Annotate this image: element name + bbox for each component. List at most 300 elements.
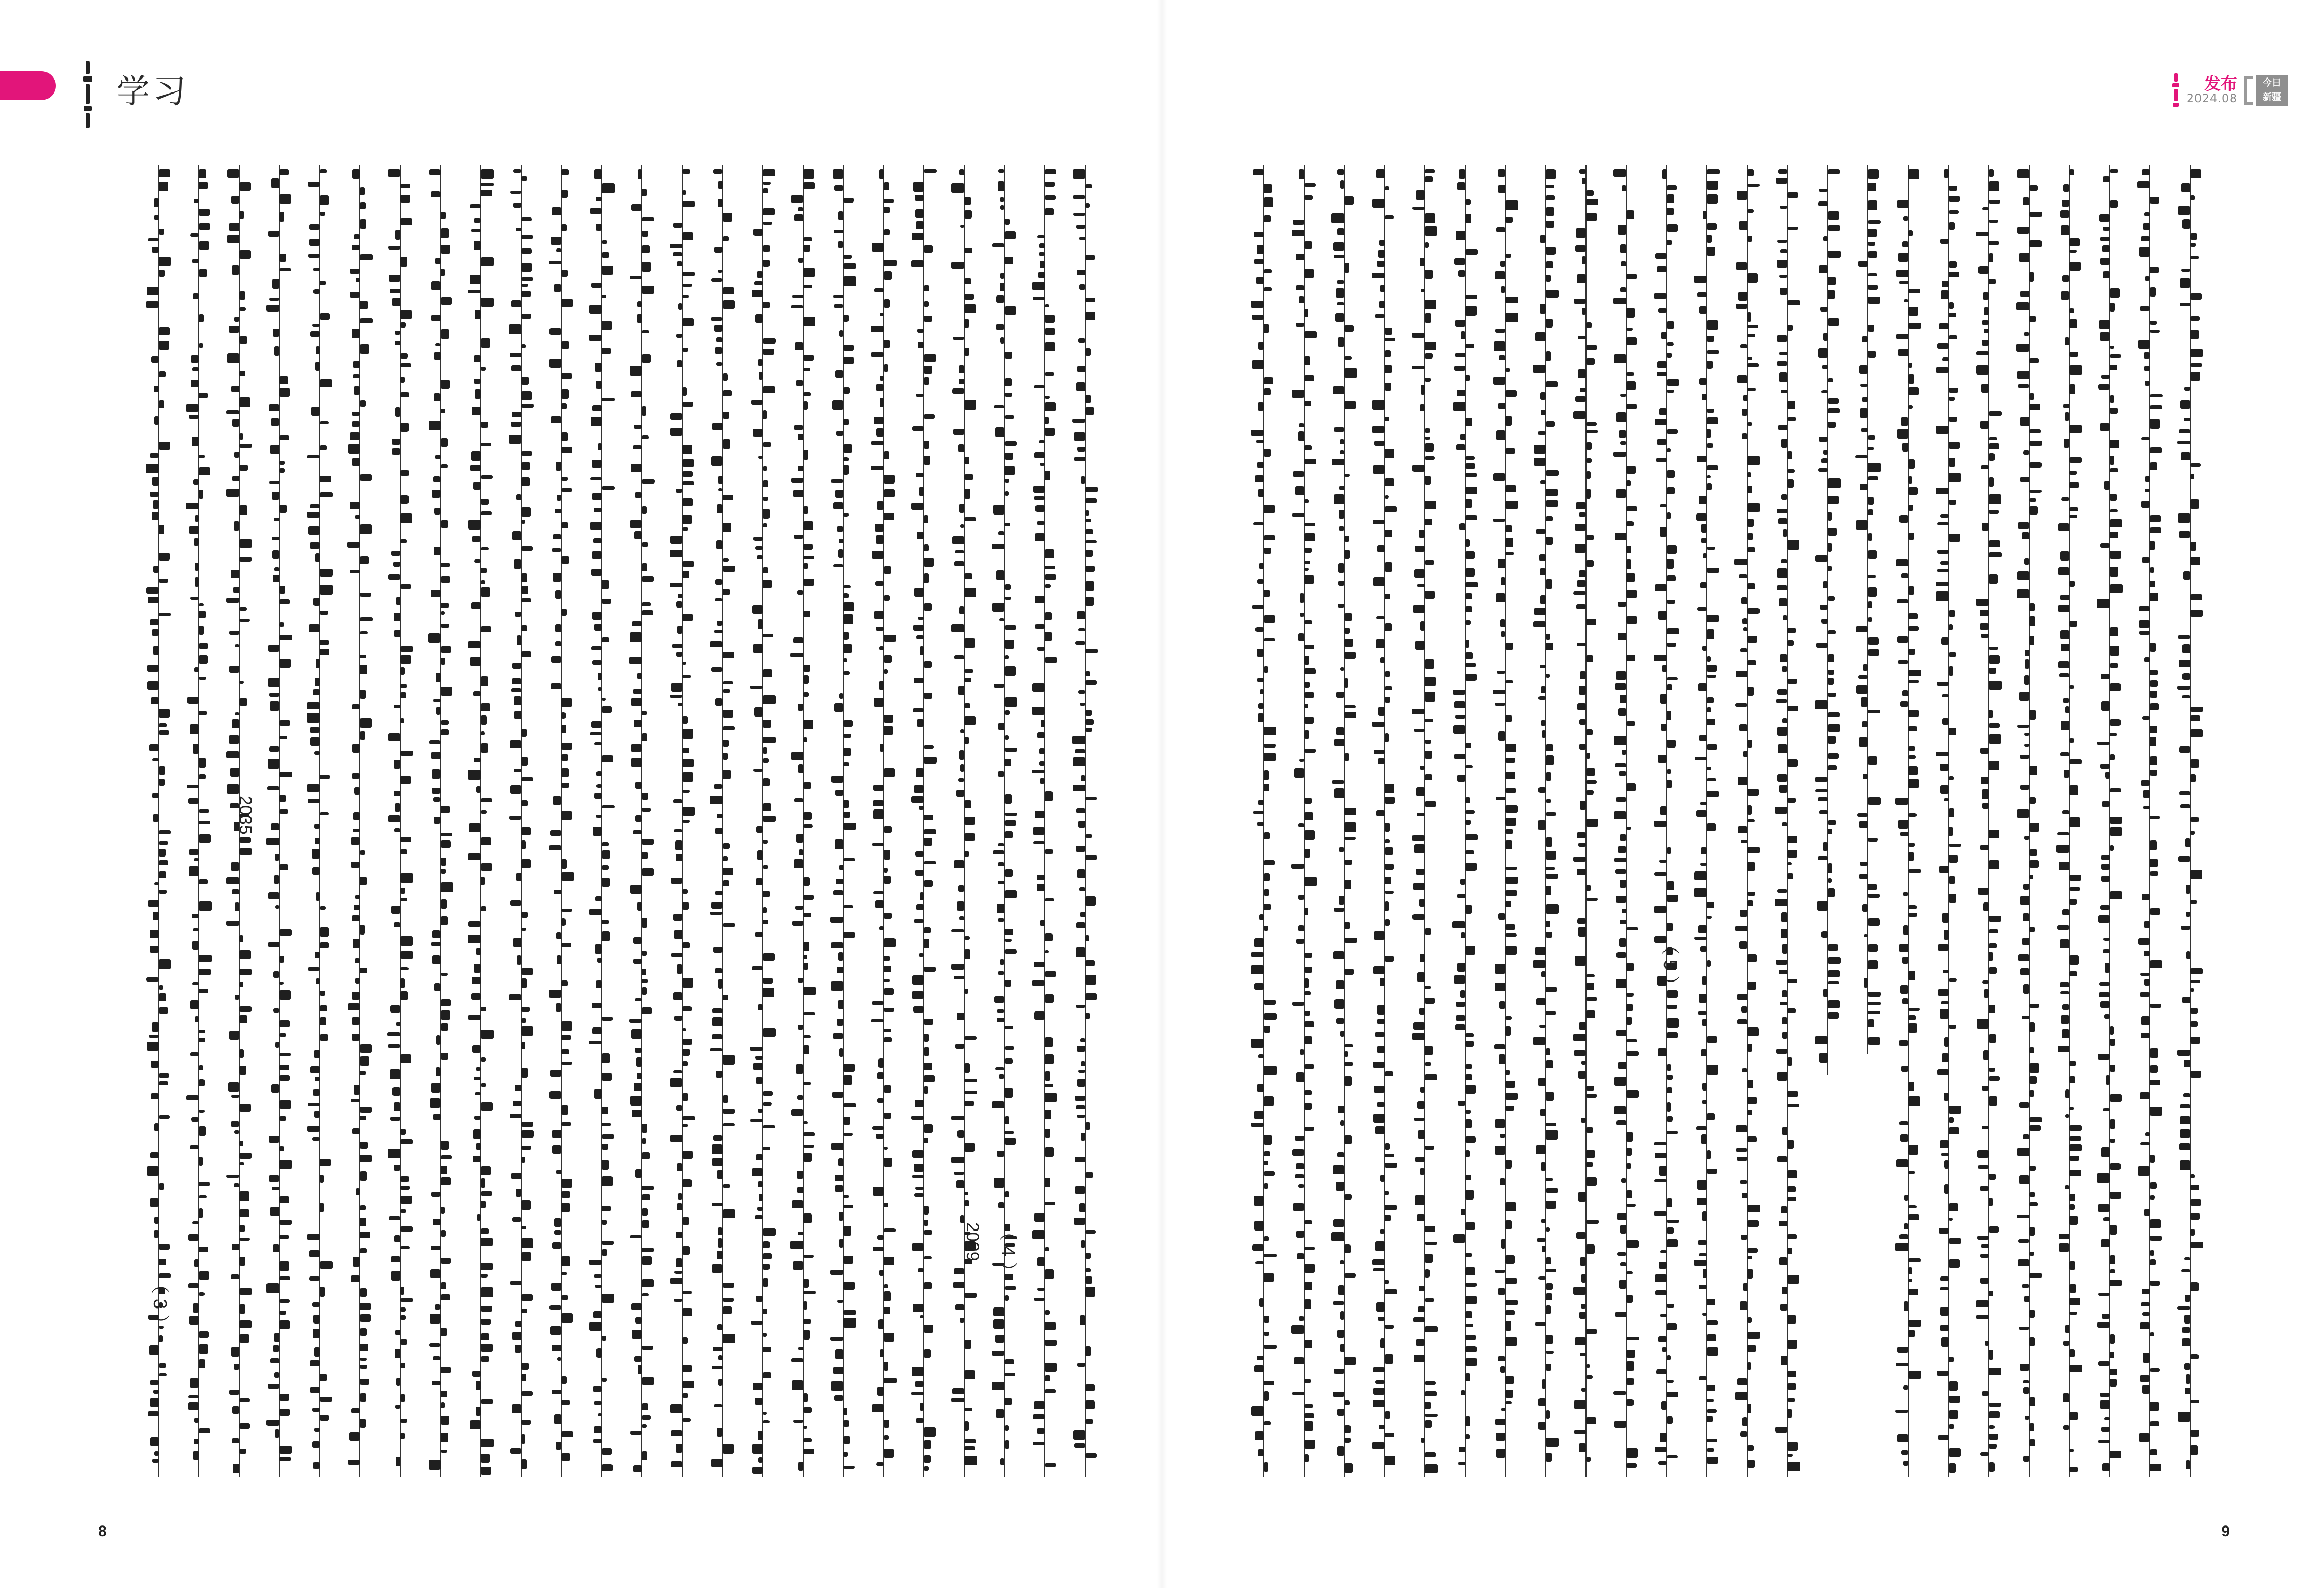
script-glyph: [1908, 586, 1914, 595]
script-glyph: [320, 906, 326, 910]
script-glyph: [554, 890, 561, 894]
script-glyph: [682, 498, 693, 506]
script-glyph: [1081, 1240, 1085, 1248]
script-glyph: [2069, 887, 2080, 891]
script-glyph: [2190, 1021, 2198, 1027]
script-glyph: [1546, 1283, 1553, 1290]
script-glyph: [194, 1439, 199, 1444]
script-glyph: [1868, 251, 1877, 258]
column-stem: [1948, 165, 1949, 1477]
script-glyph: [1667, 390, 1674, 393]
script-glyph: [441, 1258, 451, 1264]
script-glyph: [557, 955, 561, 964]
script-glyph: [1576, 1232, 1586, 1239]
script-glyph: [763, 1420, 770, 1423]
script-glyph: [1908, 1205, 1917, 1208]
script-glyph: [473, 1156, 481, 1162]
script-glyph: [1787, 1409, 1792, 1418]
script-glyph: [194, 667, 199, 672]
script-glyph: [798, 434, 803, 440]
script-glyph: [320, 492, 333, 497]
script-glyph: [633, 830, 642, 834]
script-glyph: [677, 261, 682, 266]
script-glyph: [1344, 652, 1356, 659]
script-glyph: [682, 614, 693, 621]
script-glyph: [470, 657, 481, 666]
script-glyph: [1465, 663, 1476, 667]
script-glyph: [1085, 855, 1097, 860]
script-glyph: [960, 764, 964, 772]
script-glyph: [199, 1344, 208, 1354]
script-glyph: [1747, 1332, 1760, 1339]
script-glyph: [1465, 863, 1477, 871]
script-glyph: [266, 1420, 279, 1426]
script-glyph: [1586, 471, 1591, 479]
script-glyph: [1251, 965, 1264, 974]
script-glyph: [1004, 759, 1011, 766]
script-glyph: [151, 1061, 159, 1068]
script-glyph: [1338, 563, 1344, 573]
script-glyph: [2180, 303, 2190, 306]
script-glyph: [188, 1283, 199, 1288]
script-glyph: [763, 1309, 767, 1314]
script-glyph: [1085, 540, 1097, 543]
script-glyph: [1828, 496, 1839, 504]
script-glyph: [638, 1365, 642, 1374]
script-glyph: [1707, 665, 1717, 672]
script-glyph: [1465, 1110, 1471, 1114]
script-glyph: [1344, 1076, 1352, 1086]
script-glyph: [1578, 927, 1586, 937]
script-glyph: [1908, 710, 1919, 717]
script-glyph: [1614, 736, 1626, 745]
script-glyph: [555, 641, 561, 646]
script-glyph: [149, 744, 159, 751]
script-glyph: [512, 531, 521, 540]
script-glyph: [964, 197, 971, 205]
script-glyph: [1908, 374, 1914, 384]
script-glyph: [151, 697, 159, 704]
script-glyph: [234, 452, 239, 458]
script-glyph: [2150, 541, 2155, 550]
script-glyph: [1654, 1179, 1667, 1182]
script-glyph: [1707, 707, 1711, 712]
script-glyph: [2100, 237, 2110, 241]
script-glyph: [1004, 393, 1012, 397]
script-glyph: [1940, 1325, 1949, 1331]
script-glyph: [356, 1188, 360, 1195]
script-glyph: [1254, 983, 1264, 990]
script-glyph: [1936, 367, 1949, 373]
script-glyph: [159, 182, 168, 191]
script-glyph: [803, 1319, 811, 1324]
script-glyph: [1004, 441, 1017, 446]
script-glyph: [1546, 207, 1554, 216]
script-glyph: [959, 365, 964, 373]
script-glyph: [1075, 641, 1085, 645]
script-glyph: [400, 310, 412, 319]
script-glyph: [671, 683, 682, 692]
script-glyph: [1385, 891, 1394, 894]
script-glyph: [1989, 279, 1996, 284]
script-glyph: [631, 1303, 642, 1310]
script-glyph: [884, 635, 896, 642]
script-glyph: [924, 377, 929, 385]
script-glyph: [477, 1214, 481, 1221]
script-glyph: [631, 204, 642, 211]
script-glyph: [561, 1313, 573, 1323]
script-glyph: [159, 400, 164, 408]
script-glyph: [1868, 797, 1881, 805]
script-glyph: [843, 720, 853, 727]
script-glyph: [1546, 516, 1553, 521]
script-glyph: [320, 1261, 333, 1269]
script-glyph: [710, 1048, 723, 1051]
script-glyph: [803, 987, 816, 995]
script-glyph: [716, 540, 723, 549]
script-glyph: [2179, 1143, 2190, 1150]
script-glyph: [1582, 256, 1586, 264]
script-glyph: [1304, 568, 1309, 571]
script-glyph: [839, 1212, 843, 1221]
script-glyph: [521, 729, 527, 737]
script-glyph: [1385, 365, 1392, 373]
mongolian-text-column: [944, 165, 984, 1488]
script-glyph: [510, 191, 521, 194]
script-glyph: [1298, 823, 1304, 827]
mongolian-text-column: [1566, 165, 1606, 1488]
script-glyph: [231, 1274, 239, 1279]
script-glyph: [1344, 938, 1357, 943]
script-glyph: [1868, 587, 1877, 597]
script-glyph: [1782, 944, 1787, 954]
script-glyph: [1415, 1195, 1425, 1205]
script-glyph: [226, 751, 239, 758]
script-glyph: [1667, 353, 1672, 358]
script-glyph: [199, 1126, 206, 1136]
script-glyph: [1940, 1287, 1949, 1290]
script-glyph: [1264, 388, 1271, 395]
script-glyph: [199, 879, 208, 884]
script-glyph: [964, 1439, 976, 1443]
script-glyph: [481, 1191, 492, 1196]
script-glyph: [2024, 744, 2029, 747]
script-glyph: [314, 824, 320, 829]
script-glyph: [924, 1349, 931, 1358]
script-glyph: [803, 824, 813, 828]
script-glyph: [1707, 443, 1713, 448]
script-glyph: [712, 1008, 723, 1013]
script-glyph: [1618, 602, 1626, 607]
script-glyph: [2017, 169, 2029, 178]
script-glyph: [1742, 409, 1747, 416]
script-glyph: [755, 932, 763, 937]
script-glyph: [992, 1382, 1004, 1390]
script-glyph: [553, 573, 561, 582]
script-glyph: [1976, 599, 1989, 606]
script-glyph: [191, 380, 199, 387]
script-glyph: [1735, 1392, 1747, 1400]
script-glyph: [1980, 610, 1989, 616]
mongolian-text-column: [2049, 165, 2090, 1488]
script-glyph: [1667, 1198, 1672, 1207]
script-glyph: [1344, 837, 1356, 840]
script-glyph: [1264, 727, 1276, 735]
script-glyph: [320, 991, 325, 996]
script-glyph: [1738, 292, 1747, 301]
script-glyph: [1899, 1234, 1908, 1239]
script-glyph: [2103, 949, 2110, 953]
script-glyph: [1615, 763, 1626, 767]
script-glyph: [1085, 710, 1092, 716]
script-glyph: [1412, 465, 1425, 472]
script-glyph: [713, 1347, 723, 1351]
script-glyph: [1658, 1461, 1667, 1465]
script-glyph: [1253, 169, 1264, 175]
script-glyph: [1385, 697, 1390, 703]
script-glyph: [595, 944, 602, 954]
script-glyph: [472, 1045, 481, 1053]
script-glyph: [441, 1207, 445, 1214]
script-glyph: [642, 839, 654, 845]
script-glyph: [1662, 1347, 1667, 1352]
script-glyph: [269, 1175, 279, 1182]
script-glyph: [1779, 970, 1787, 974]
script-glyph: [1425, 751, 1432, 759]
mongolian-text-column: [582, 165, 622, 1488]
script-glyph: [511, 1173, 521, 1179]
script-glyph: [551, 656, 561, 663]
script-glyph: [1828, 820, 1836, 825]
script-glyph: [592, 460, 602, 468]
script-glyph: [1989, 1411, 2000, 1418]
script-glyph: [843, 823, 856, 830]
script-glyph: [723, 1209, 735, 1218]
script-glyph: [1546, 1227, 1550, 1232]
script-glyph: [884, 364, 888, 372]
script-glyph: [763, 182, 771, 185]
script-glyph: [561, 1272, 567, 1275]
script-glyph: [199, 343, 203, 348]
script-glyph: [1741, 597, 1747, 604]
script-glyph: [432, 930, 441, 938]
script-glyph: [924, 1455, 931, 1463]
script-glyph: [2029, 1337, 2035, 1346]
script-glyph: [1465, 199, 1471, 205]
script-glyph: [481, 298, 494, 307]
script-glyph: [2110, 1369, 2117, 1375]
script-glyph: [1699, 378, 1707, 385]
script-glyph: [1425, 428, 1430, 433]
script-glyph: [1304, 195, 1313, 200]
script-glyph: [754, 281, 763, 285]
script-glyph: [2069, 1467, 2078, 1472]
script-glyph: [1339, 847, 1344, 852]
script-glyph: [1004, 890, 1017, 898]
script-glyph: [481, 338, 490, 348]
script-glyph: [1978, 1165, 1989, 1169]
script-glyph: [2110, 354, 2121, 358]
script-glyph: [1344, 196, 1354, 205]
script-glyph: [924, 245, 933, 253]
script-glyph: [1534, 458, 1546, 466]
script-glyph: [1989, 1350, 1993, 1360]
script-glyph: [2023, 984, 2029, 994]
script-glyph: [924, 1325, 933, 1333]
script-glyph: [441, 1391, 447, 1397]
script-glyph: [430, 1269, 441, 1278]
script-glyph: [1385, 1154, 1394, 1157]
script-glyph: [1735, 926, 1747, 931]
script-glyph: [1085, 671, 1090, 676]
script-glyph: [1304, 1440, 1315, 1449]
script-glyph: [1944, 169, 1949, 178]
script-glyph: [642, 1451, 647, 1460]
script-glyph: [2060, 210, 2069, 218]
script-glyph: [1465, 1064, 1472, 1069]
script-glyph: [1257, 678, 1264, 682]
script-glyph: [670, 536, 682, 544]
script-glyph: [1045, 182, 1055, 187]
script-glyph: [396, 1022, 400, 1026]
script-glyph: [1626, 1090, 1639, 1098]
script-glyph: [1626, 783, 1636, 791]
script-glyph: [1505, 818, 1516, 826]
script-glyph: [843, 1452, 848, 1457]
script-glyph: [279, 772, 292, 777]
script-glyph: [1385, 671, 1390, 677]
script-glyph: [481, 257, 494, 266]
script-glyph: [441, 687, 452, 696]
script-glyph: [1380, 285, 1385, 292]
script-glyph: [1667, 1005, 1677, 1009]
script-glyph: [1578, 369, 1586, 378]
script-glyph: [2150, 1107, 2162, 1116]
script-glyph: [682, 716, 688, 724]
script-glyph: [2061, 1015, 2069, 1024]
script-glyph: [1304, 991, 1311, 995]
script-glyph: [1982, 1086, 1989, 1091]
script-glyph: [674, 1271, 682, 1274]
script-glyph: [924, 1220, 928, 1226]
script-glyph: [1868, 884, 1877, 890]
script-glyph: [880, 744, 884, 752]
script-glyph: [1864, 934, 1868, 937]
script-glyph: [803, 1438, 812, 1442]
script-glyph: [2099, 214, 2110, 222]
script-glyph: [2069, 1107, 2074, 1110]
script-glyph: [2190, 256, 2199, 259]
script-glyph: [593, 827, 602, 836]
script-glyph: [512, 678, 521, 684]
script-glyph: [2142, 1385, 2150, 1394]
script-glyph: [1417, 972, 1425, 982]
script-glyph: [159, 327, 170, 335]
script-glyph: [1077, 366, 1085, 372]
script-glyph: [481, 580, 485, 584]
script-glyph: [239, 969, 252, 975]
script-glyph: [1667, 1323, 1677, 1330]
script-glyph: [1900, 701, 1908, 707]
script-glyph: [838, 549, 843, 558]
script-glyph: [279, 1235, 289, 1239]
script-glyph: [1897, 429, 1908, 439]
script-glyph: [594, 793, 602, 799]
script-glyph: [549, 261, 561, 264]
script-glyph: [152, 793, 159, 798]
script-glyph: [992, 1101, 1004, 1108]
script-glyph: [1425, 1298, 1434, 1302]
script-glyph: [1737, 1019, 1747, 1024]
script-glyph: [2150, 330, 2160, 333]
mongolian-text-column: [783, 165, 823, 1488]
script-glyph: [226, 598, 239, 603]
script-glyph: [1264, 449, 1271, 457]
script-glyph: [958, 686, 964, 695]
script-glyph: [1828, 693, 1836, 697]
script-glyph: [275, 854, 279, 861]
script-glyph: [1085, 550, 1093, 557]
script-glyph: [388, 815, 400, 822]
script-glyph: [2099, 982, 2110, 986]
script-glyph: [474, 1077, 481, 1080]
script-glyph: [2029, 860, 2039, 868]
script-glyph: [1707, 1299, 1715, 1305]
script-glyph: [395, 341, 400, 345]
script-glyph: [510, 740, 521, 748]
page-number-left: 8: [98, 1523, 107, 1540]
script-glyph: [320, 1203, 324, 1212]
script-glyph: [1045, 328, 1055, 335]
script-glyph: [1257, 1356, 1264, 1360]
script-glyph: [1332, 459, 1344, 465]
script-glyph: [1858, 261, 1868, 267]
script-glyph: [874, 611, 884, 619]
script-glyph: [159, 1259, 166, 1265]
script-glyph: [964, 573, 972, 579]
script-glyph: [964, 1370, 975, 1379]
script-glyph: [763, 1102, 772, 1106]
script-glyph: [602, 698, 606, 701]
script-glyph: [1414, 844, 1425, 853]
script-glyph: [231, 196, 239, 204]
script-glyph: [670, 1078, 682, 1087]
script-glyph: [1493, 377, 1505, 385]
script-glyph: [1828, 318, 1839, 326]
item-marker-5: （ 5 ）: [1660, 936, 1681, 994]
script-glyph: [1039, 243, 1045, 248]
script-glyph: [1949, 261, 1957, 268]
script-glyph: [1304, 499, 1309, 503]
script-glyph: [1699, 1376, 1707, 1380]
script-glyph: [470, 465, 481, 471]
script-glyph: [1299, 423, 1304, 427]
script-glyph: [756, 1077, 763, 1084]
script-glyph: [1415, 546, 1425, 552]
script-glyph: [1495, 1119, 1505, 1128]
script-glyph: [642, 610, 653, 615]
script-glyph: [521, 777, 533, 781]
mongolian-text-column: [2090, 165, 2130, 1488]
script-glyph: [964, 1293, 977, 1298]
script-glyph: [1546, 261, 1553, 268]
script-glyph: [635, 998, 642, 1001]
script-glyph: [154, 1451, 159, 1456]
script-glyph: [239, 182, 251, 191]
script-glyph: [1581, 1118, 1586, 1123]
script-glyph: [1655, 584, 1667, 591]
script-glyph: [1667, 1131, 1678, 1134]
